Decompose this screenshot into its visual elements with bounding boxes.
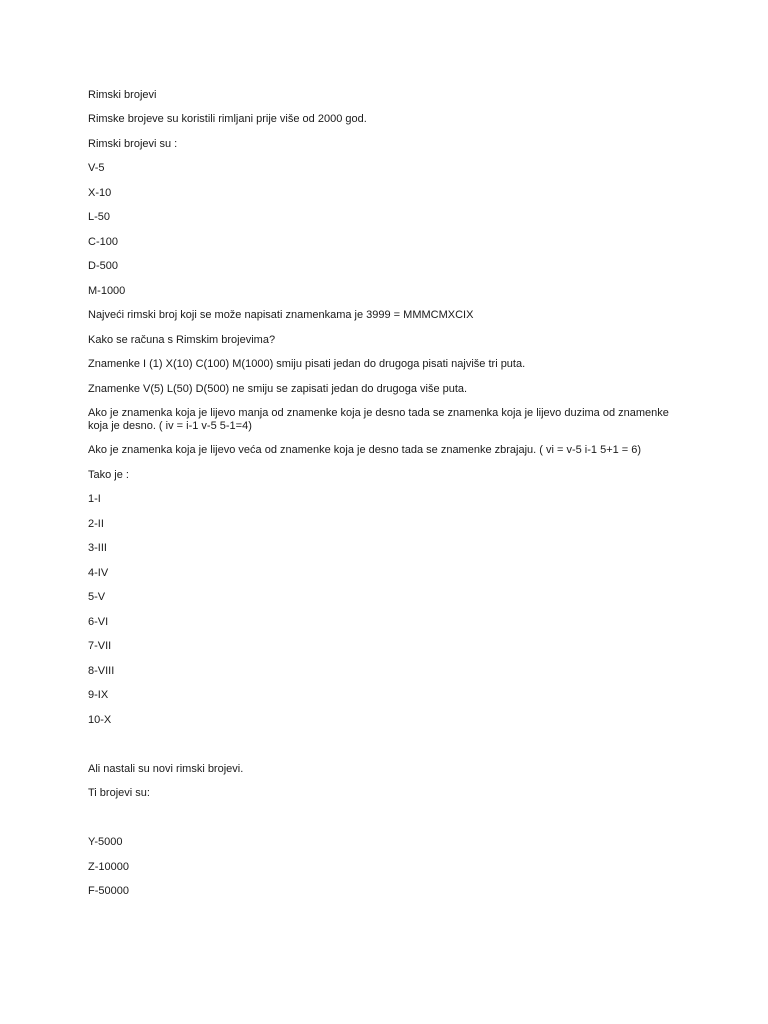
- example-item: 4-IV: [88, 567, 109, 579]
- basic-numeral-item: D-500: [88, 260, 118, 272]
- list-heading: Rimski brojevi su :: [88, 138, 178, 150]
- basic-numeral-item: V-5: [88, 162, 105, 174]
- example-item: 1-I: [88, 493, 101, 505]
- basic-numeral-item: M-1000: [88, 285, 126, 297]
- basic-numeral-item: C-100: [88, 236, 118, 248]
- document-page: [88, 0, 688, 1024]
- example-item: 5-V: [88, 591, 106, 603]
- new-numerals-intro: Ali nastali su novi rimski brojevi.: [88, 763, 244, 775]
- example-item: 3-III: [88, 542, 107, 554]
- basic-numeral-item: X-10: [88, 187, 112, 199]
- examples-heading: Tako je :: [88, 469, 129, 481]
- rule-paragraph-3: Ako je znamenka koja je lijevo manja od znamenke koja je desno tada se znamenka koja je lijevo duzima od znamenke koja je desno. ( iv = i-1 v-5 5-1=4): [88, 407, 669, 432]
- largest-number-paragraph: Najveći rimski broj koji se može napisati znamenkama je 3999 = MMMCMXCIX: [88, 309, 474, 321]
- new-numeral-item: Z-10000: [88, 861, 129, 873]
- intro-paragraph: Rimske brojeve su koristili rimljani prije više od 2000 god.: [88, 113, 367, 125]
- example-item: 2-II: [88, 518, 104, 530]
- document-title: Rimski brojevi: [88, 89, 157, 101]
- new-numeral-item: Y-5000: [88, 836, 123, 848]
- example-item: 8-VIII: [88, 665, 115, 677]
- basic-numeral-item: L-50: [88, 211, 111, 223]
- new-numerals-heading: Ti brojevi su:: [88, 787, 150, 799]
- example-item: 9-IX: [88, 689, 109, 701]
- how-to-calculate-heading: Kako se računa s Rimskim brojevima?: [88, 334, 276, 346]
- example-item: 10-X: [88, 714, 112, 726]
- rule-paragraph-2: Znamenke V(5) L(50) D(500) ne smiju se zapisati jedan do drugoga više puta.: [88, 383, 468, 395]
- example-item: 7-VII: [88, 640, 112, 652]
- rule-paragraph-1: Znamenke I (1) X(10) C(100) M(1000) smiju pisati jedan do drugoga pisati najviše tri puta.: [88, 358, 526, 370]
- rule-paragraph-4: Ako je znamenka koja je lijevo veća od znamenke koja je desno tada se znamenke zbrajaju. ( vi = v-5 i-1 5+1 = 6): [88, 444, 642, 456]
- example-item: 6-VI: [88, 616, 109, 628]
- new-numeral-item: F-50000: [88, 885, 129, 897]
